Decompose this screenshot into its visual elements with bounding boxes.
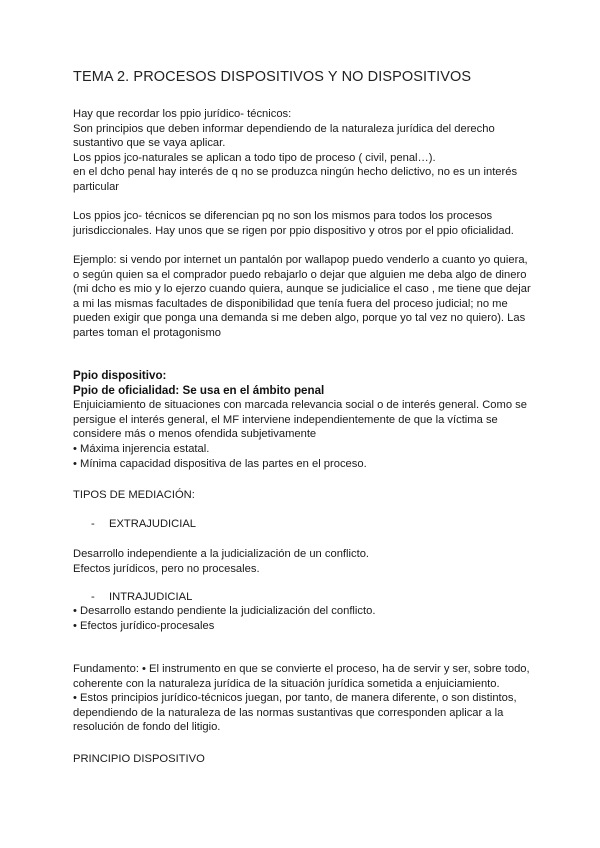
text-line: jurisdiccionales. Hay unos que se rigen por ppio dispositivo y otros por el ppio oficialidad. [73, 224, 514, 237]
example-paragraph [73, 253, 543, 341]
extrajudicial-label: EXTRAJUDICIAL [109, 518, 197, 530]
text-line: Desarrollo independiente a la judicialización de un conflicto. [73, 548, 370, 560]
bullet-item: • Efectos jurídico-procesales [73, 619, 215, 632]
text-line: dependiendo de la naturaleza de las normas sustantivas que corresponden aplicar a la [73, 706, 504, 719]
text-line: a mi las mismas facultades de disponibilidad que tenía fuera del proceso judicial; no me [73, 297, 508, 310]
extrajudicial-dash: - [91, 518, 95, 530]
ppio-dispositivo-heading: Ppio dispositivo: [73, 369, 167, 382]
tecnicos-paragraph [73, 209, 543, 238]
text-line: coherente con la naturaleza jurídica de la situación jurídica sometida a enjuiciamiento. [73, 677, 500, 690]
intrajudicial-dash: - [91, 591, 95, 603]
intrajudicial-text [73, 604, 543, 633]
text-line: • Estos principios jurídico-técnicos juegan, por tanto, de manera diferente, o son distintos, [73, 692, 517, 705]
tipos-heading: TIPOS DE MEDIACIÓN: [73, 489, 195, 501]
text-line: Fundamento: • El instrumento en que se convierte el proceso, ha de servir y ser, sobre todo, [73, 663, 530, 675]
text-line: sustantivo que se vaya aplicar. [73, 137, 226, 150]
bullet-item: • Desarrollo estando pendiente la judicialización del conflicto. [73, 605, 376, 617]
intro-paragraph [73, 107, 543, 195]
text-line: considere más o menos ofendida subjetivamente [73, 428, 317, 441]
text-line: o según quien sa el comprador puedo rebajarlo o dejar que alguien me deba algo de dinero [73, 268, 527, 281]
text-line: Los ppios jco-naturales se aplican a todo tipo de proceso ( civil, penal…). [73, 151, 436, 164]
principio-dispositivo-heading: PRINCIPIO DISPOSITIVO [73, 753, 205, 765]
text-line: resolución de fondo del litigio. [73, 721, 221, 734]
text-line: pueden exigir que ponga una demanda si me deben algo, porque yo tal vez no quiero). Las [73, 312, 526, 325]
text-line: en el dcho penal hay interés de q no se produzca ningún hecho delictivo, no es un interés [73, 166, 518, 179]
text-line: particular [73, 180, 120, 193]
text-line: Hay que recordar los ppio jurídico- técnicos: [73, 108, 292, 120]
bullet-item: • Máxima injerencia estatal. [73, 442, 210, 455]
text-line: Los ppios jco- técnicos se diferencian pq no son los mismos para todos los procesos [73, 210, 493, 222]
text-line: Efectos jurídicos, pero no procesales. [73, 562, 260, 575]
extrajudicial-text [73, 547, 543, 576]
text-line: persigue el interés general, el MF interviene independientemente de que la víctima se [73, 413, 498, 426]
ppio-section [73, 369, 543, 471]
text-line: partes toman el protagonismo [73, 326, 222, 339]
intrajudicial-label: INTRAJUDICIAL [109, 591, 193, 603]
ppio-oficialidad-heading: Ppio de oficialidad: Se usa en el ámbito penal [73, 383, 325, 397]
text-line: Enjuiciamiento de situaciones con marcada relevancia social o de interés general. Como se [73, 399, 527, 412]
bullet-item: • Mínima capacidad dispositiva de las partes en el proceso. [73, 457, 367, 470]
text-line: Son principios que deben informar dependiendo de la naturaleza jurídica del derecho [73, 122, 495, 135]
text-line: Ejemplo: si vendo por internet un pantalón por wallapop puedo venderlo a cuanto yo quiera, [73, 254, 528, 266]
text-line: (mi dcho es mio y lo ejerzo cuando quiera, aunque se judicialice el caso , me tiene que dejar [73, 283, 531, 296]
document-title: TEMA 2. PROCESOS DISPOSITIVOS Y NO DISPOSITIVOS [73, 69, 472, 85]
fundamento-paragraph [73, 662, 543, 735]
